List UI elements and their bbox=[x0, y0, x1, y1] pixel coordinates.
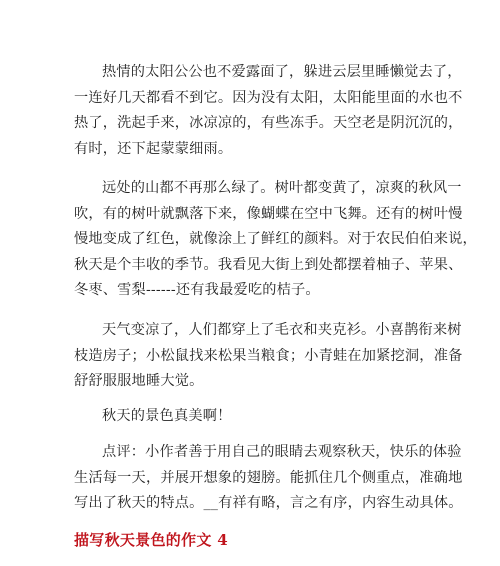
paragraph-scenery bbox=[74, 176, 477, 304]
text-line: 热了，洗起手来，冰凉凉的，有些冻手。天空老是阴沉沉的， bbox=[74, 115, 463, 131]
paragraph-comment bbox=[74, 440, 463, 517]
text-line: 一连好几天都看不到它。因为没有太阳，太阳能里面的水也不 bbox=[74, 89, 463, 106]
text-line: 舒舒服服地睡大觉。 bbox=[74, 373, 204, 389]
text-line: 热情的太阳公公也不爱露面了，躲进云层里睡懒觉去了， bbox=[102, 64, 462, 80]
text-line: 写出了秋天的特点。__有祥有略，言之有序，内容生动具体。 bbox=[74, 495, 463, 511]
text-line: 天气变凉了，人们都穿上了毛衣和夹克衫。小喜鹊衔来树 bbox=[102, 322, 462, 338]
text-line: 远处的山都不再那么绿了。树叶都变黄了，凉爽的秋风一 bbox=[102, 180, 462, 196]
section-heading: 描写秋天景色的作文 4 bbox=[74, 531, 228, 549]
text-line: 点评：小作者善于用自己的眼睛去观察秋天，快乐的体验 bbox=[102, 444, 462, 460]
paragraph-exclamation bbox=[74, 404, 430, 430]
text-line: 冬枣、雪梨------还有我最爱吃的桔子。 bbox=[74, 282, 320, 298]
text-line: 有时，还下起蒙蒙细雨。 bbox=[74, 140, 233, 157]
text-line: 枝造房子；小松鼠找来松果当粮食；小青蛙在加紧挖洞，准备 bbox=[74, 347, 463, 364]
paragraph-people-animals bbox=[74, 318, 463, 395]
text-line: 秋天的景色真美啊！ bbox=[102, 408, 232, 424]
text-line: 吹，有的树叶就飘落下来，像蝴蝶在空中飞舞。还有的树叶慢 bbox=[74, 205, 463, 222]
paragraph-weather bbox=[74, 60, 463, 162]
text-line: 慢地变成了红色，就像涂上了鲜红的颜料。对于农民伯伯来说， bbox=[74, 231, 477, 247]
text-line: 生活每一天，并展开想象的翅膀。能抓住几个侧重点，准确地 bbox=[74, 469, 463, 486]
text-line: 秋天是个丰收的季节。我看见大街上到处都摆着柚子、苹果、 bbox=[74, 256, 463, 273]
